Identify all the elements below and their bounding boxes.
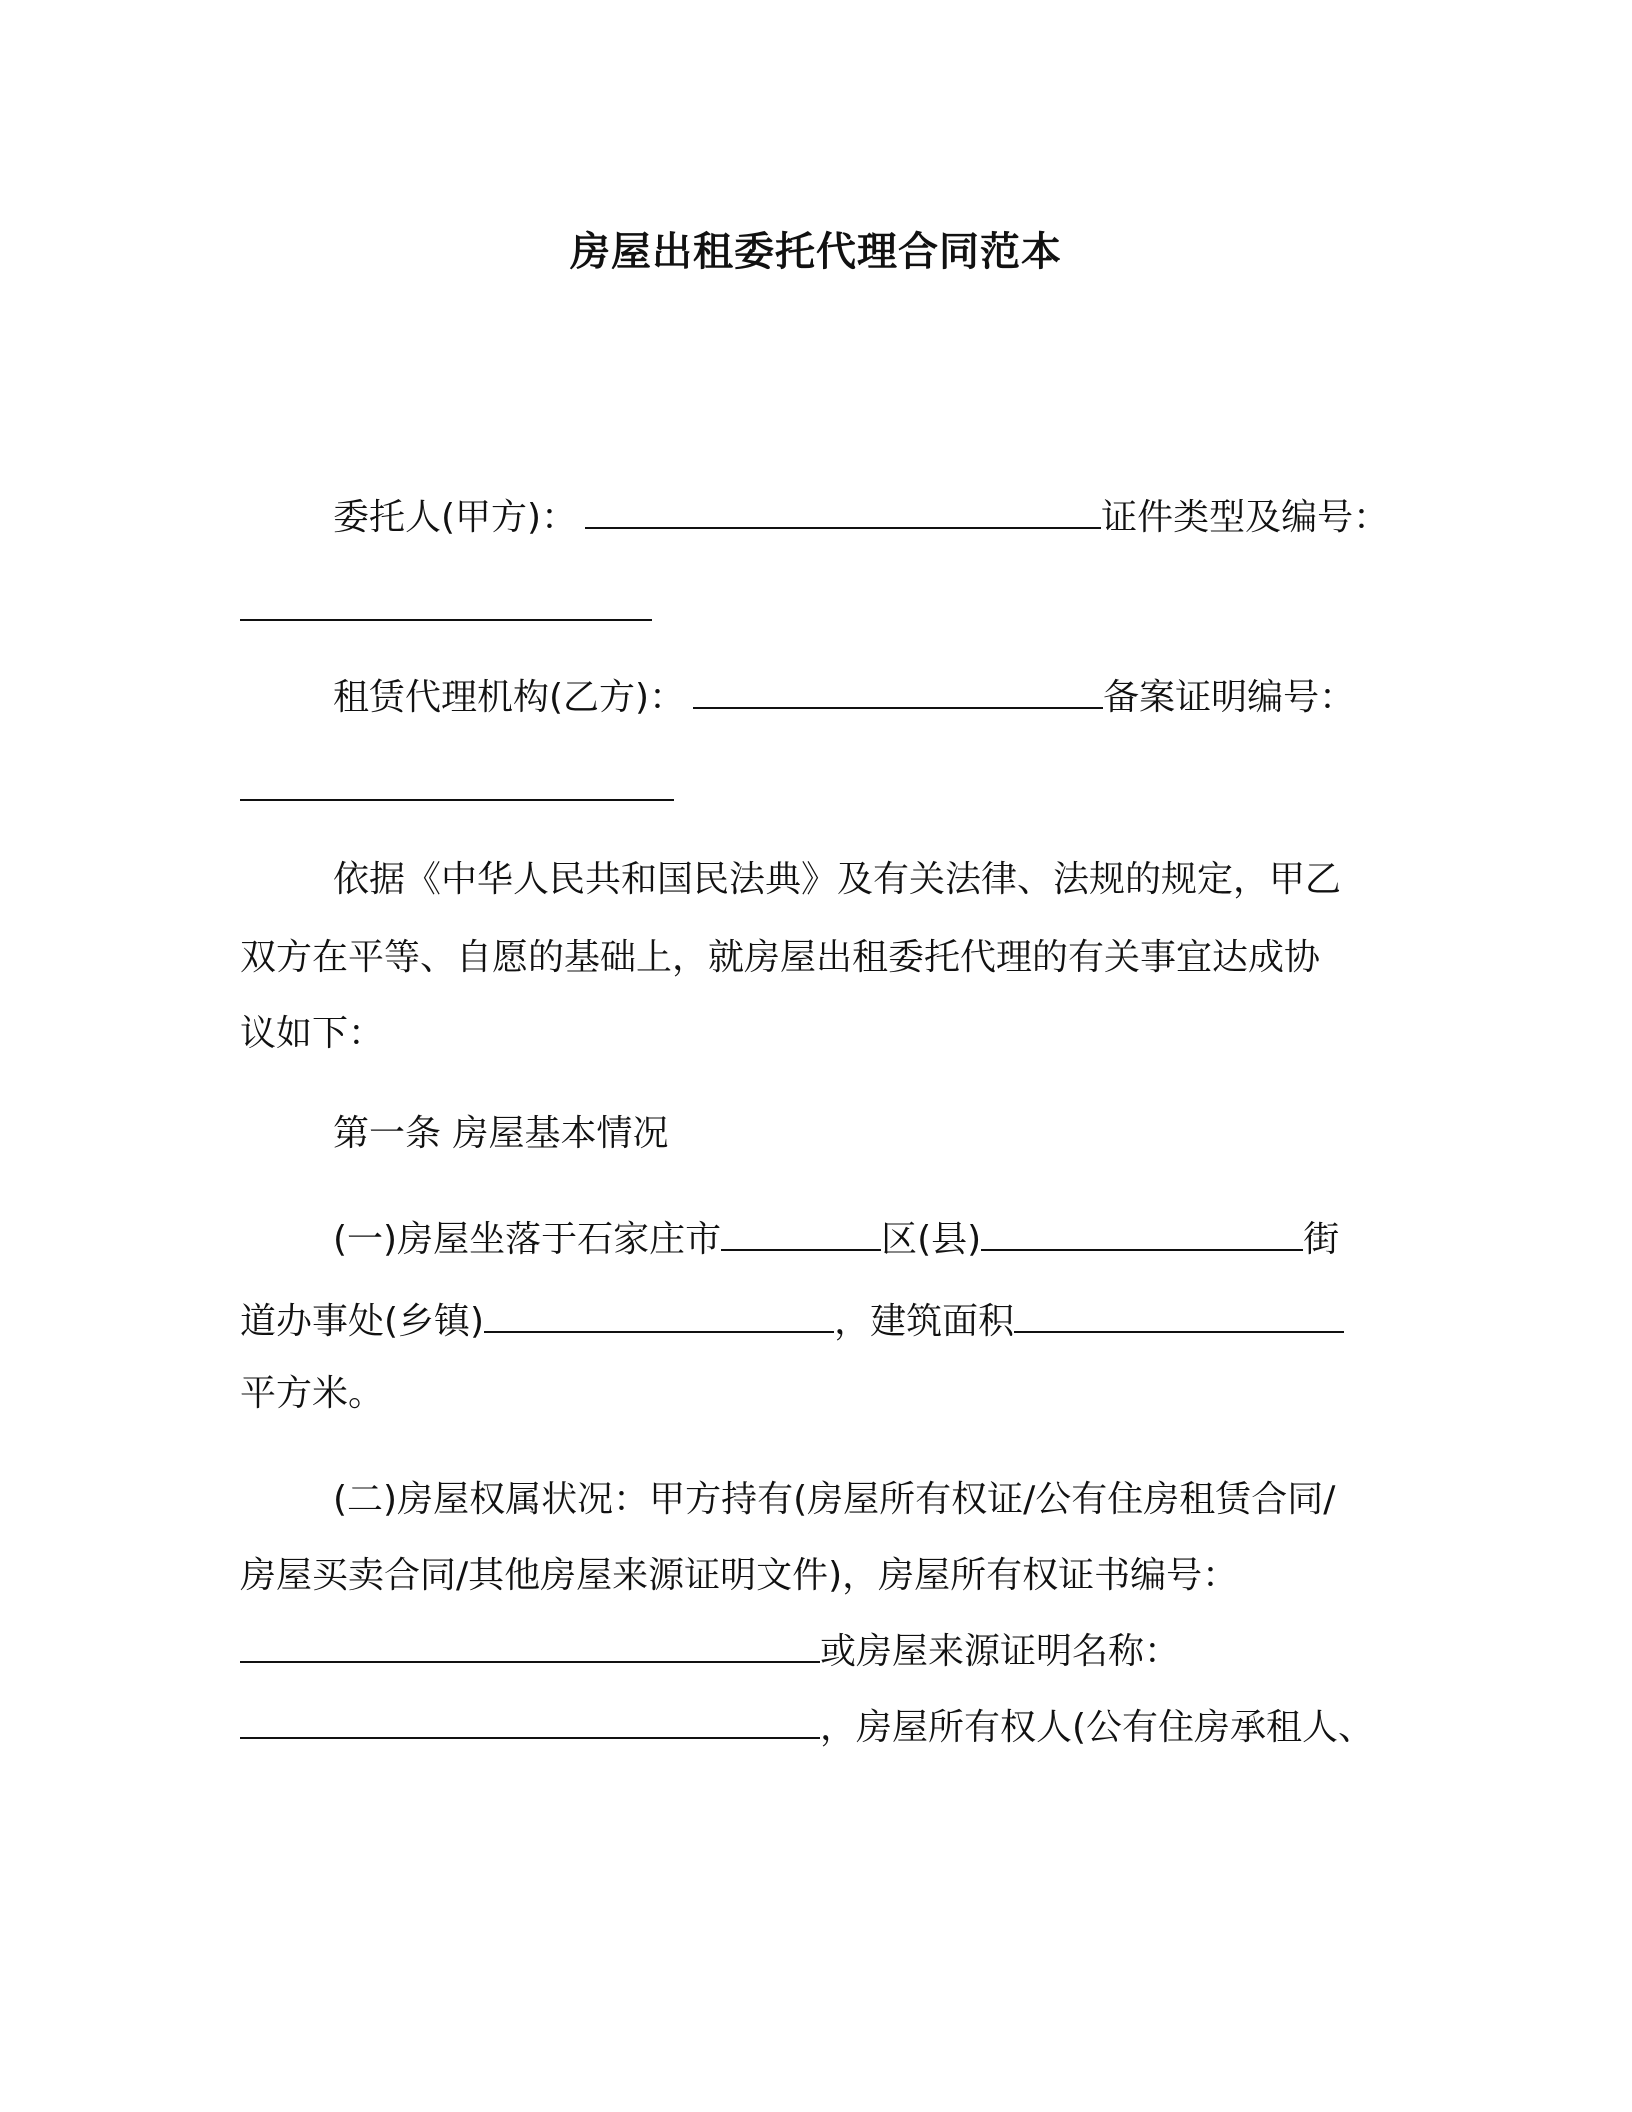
district-blank[interactable] [981,1215,1303,1251]
city-area-blank[interactable] [721,1215,881,1251]
subdistrict-blank[interactable] [484,1297,834,1333]
certificate-number-blank[interactable] [240,1627,820,1663]
principal-id-blank-line [240,584,652,636]
item-1-line-2 [240,1296,1344,1348]
area-label: ，建筑面积 [834,1301,1015,1342]
item-2-line-2: 房屋买卖合同/其他房屋来源证明文件)，房屋所有权证书编号： [240,1555,1239,1596]
agent-record-label: 备案证明编号： [1103,677,1356,718]
preamble-line-2: 双方在平等、自愿的基础上，就房屋出租委托代理的有关事宜达成协 [240,937,1321,978]
subdistrict-label: 道办事处(乡镇) [240,1301,485,1342]
source-label: 或房屋来源证明名称： [820,1631,1181,1672]
item-1-line-3: 平方米。 [240,1373,385,1414]
item-2-line-1: (二)房屋权属状况：甲方持有(房屋所有权证/公有住房租赁合同/ [333,1479,1336,1520]
principal-label: 委托人(甲方)： [333,497,578,538]
agent-record-blank-line [240,764,674,816]
district-label: 区(县) [881,1219,982,1260]
source-name-blank[interactable] [240,1703,820,1739]
principal-id-label: 证件类型及编号： [1101,497,1390,538]
preamble-line-3: 议如下： [240,1013,385,1054]
article-1-heading: 第一条 房屋基本情况 [333,1113,669,1154]
principal-id-blank[interactable] [240,585,652,621]
document-title: 房屋出租委托代理合同范本 [570,229,1062,275]
owner-label: ，房屋所有权人(公有住房承租人、 [820,1707,1375,1748]
area-blank[interactable] [1014,1297,1344,1333]
street-label: 街 [1303,1219,1340,1260]
item-2-line-3 [240,1626,1180,1678]
preamble-line-1: 依据《中华人民共和国民法典》及有关法律、法规的规定，甲乙 [333,859,1342,900]
agent-label: 租赁代理机构(乙方)： [333,677,686,718]
item-2-line-4 [240,1702,1374,1754]
agent-record-blank[interactable] [240,765,674,801]
principal-name-blank[interactable] [585,493,1101,529]
agent-line [333,672,1355,724]
item-1-line-1 [333,1214,1339,1266]
agent-name-blank[interactable] [693,673,1103,709]
location-prefix: (一)房屋坐落于石家庄市 [333,1219,722,1260]
principal-line [333,492,1389,544]
